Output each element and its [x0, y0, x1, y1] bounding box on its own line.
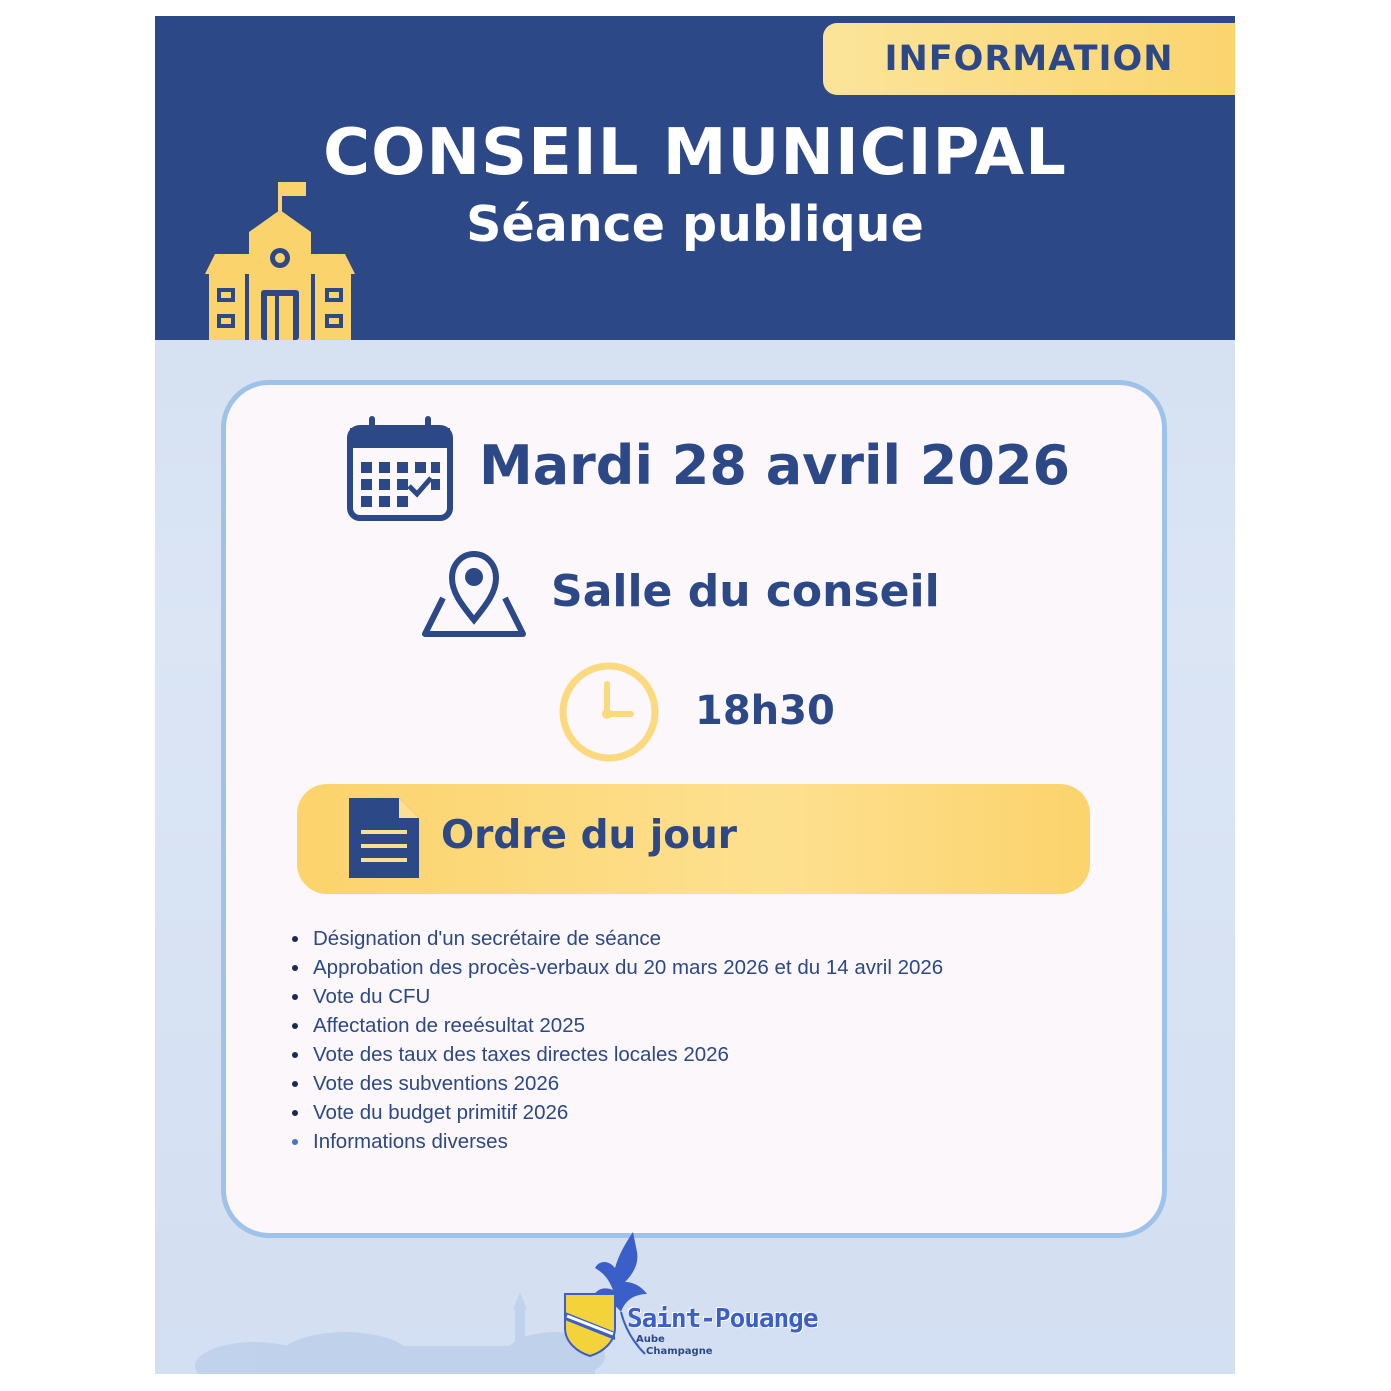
poster — [155, 16, 1235, 1374]
village-silhouette — [195, 1286, 615, 1374]
agenda-list — [291, 924, 943, 1156]
calendar-icon — [347, 414, 453, 522]
header-banner — [155, 16, 1235, 340]
list-item: • Vote des taux des taxes directes locales 2026 — [311, 1040, 943, 1069]
list-item: • Vote du budget primitif 2026 — [311, 1098, 943, 1127]
list-item: • Désignation d'un secrétaire de séance — [311, 924, 943, 953]
clock-icon — [557, 660, 661, 764]
saint-pouange-logo — [555, 1224, 815, 1364]
list-item: • Approbation des procès-verbaux du 20 mars 2026 et du 14 avril 2026 — [311, 953, 943, 982]
list-item: • Vote des subventions 2026 — [311, 1069, 943, 1098]
logo-name: Saint-Pouange — [627, 1304, 818, 1334]
page-subtitle: Séance publique — [466, 196, 924, 253]
page-title: CONSEIL MUNICIPAL — [323, 116, 1067, 190]
event-time: 18h30 — [695, 688, 835, 734]
logo-region-2: Champagne — [646, 1346, 713, 1357]
document-icon — [347, 796, 421, 880]
event-place: Salle du conseil — [551, 566, 940, 617]
agenda-title: Ordre du jour — [441, 813, 737, 858]
list-item: • Vote du CFU — [311, 982, 943, 1011]
event-date: Mardi 28 avril 2026 — [479, 434, 1071, 497]
logo-region-1: Aube — [636, 1334, 665, 1345]
townhall-icon — [205, 180, 355, 340]
list-item: • Affectation de reeésultat 2025 — [311, 1011, 943, 1040]
information-tag: INFORMATION — [823, 23, 1235, 95]
list-item: • Informations diverses — [311, 1127, 943, 1156]
map-pin-icon — [421, 548, 527, 638]
